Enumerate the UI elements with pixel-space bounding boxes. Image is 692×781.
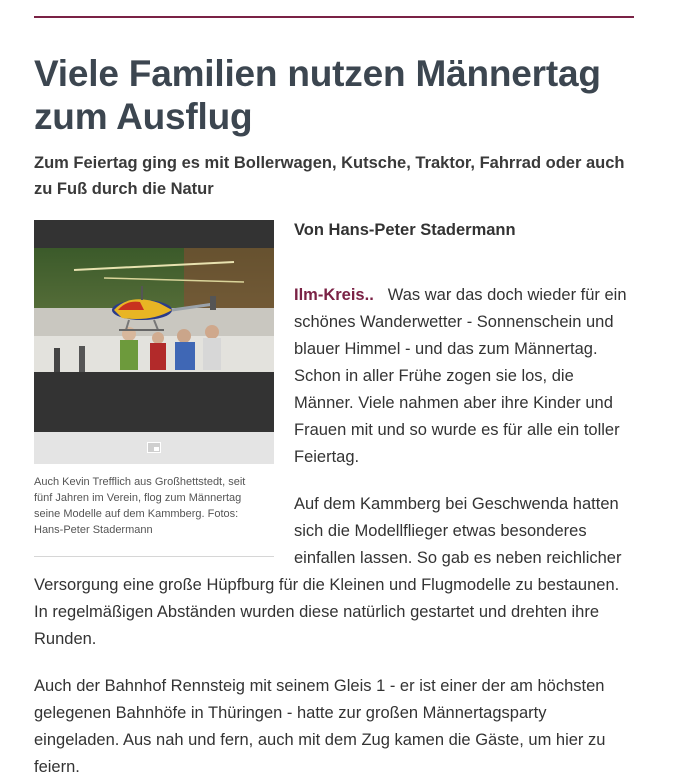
gallery-icon bbox=[147, 442, 161, 453]
dateline: Ilm-Kreis.. bbox=[294, 286, 374, 304]
headline: Viele Familien nutzen Männertag zum Ausflug bbox=[34, 53, 601, 137]
caption-divider bbox=[34, 556, 274, 557]
paragraph-3: Auch der Bahnhof Rennsteig mit seinem Gleis 1 - er ist einer der am höchsten gelegenen Bahnhöfe in Thüringen - hatte zur großen Männertagsparty eingeladen. Aus nah und fern, auch mit dem Zug kamen die Gäste, um hier zu feiern. bbox=[34, 677, 606, 776]
photo-image bbox=[34, 248, 274, 372]
byline: Von Hans-Peter Stadermann bbox=[294, 221, 516, 239]
gallery-button[interactable] bbox=[34, 432, 274, 464]
paragraph-1-text: Was war das doch wieder für ein schönes Wanderwetter - Sonnenschein und blauer Himmel - und das zum Männertag. Schon in aller Frühe zogen sie los, die Männer. Viele nahmen aber ihre Kinder und Frauen mit und so wurde es für alle ein toller Feiertag. bbox=[294, 286, 627, 466]
article-body bbox=[34, 220, 634, 781]
helicopter-photo[interactable] bbox=[34, 248, 274, 372]
article-figure bbox=[34, 220, 274, 557]
photo-caption: Auch Kevin Trefflich aus Großhettstedt, seit fünf Jahren im Verein, flog zum Männertag seine Modelle auf dem Kammberg. Fotos: Hans-Peter Stadermann bbox=[34, 476, 246, 536]
photo-container[interactable] bbox=[34, 220, 274, 432]
top-divider bbox=[34, 16, 634, 18]
article bbox=[34, 0, 634, 781]
subheadline: Zum Feiertag ging es mit Bollerwagen, Kutsche, Traktor, Fahrrad oder auch zu Fuß durch die Natur bbox=[34, 154, 625, 198]
paragraph-2: Auf dem Kammberg bei Geschwenda hatten sich die Modellflieger etwas besonderes einfallen lassen. So gab es neben reichlicher Versorgung eine große Hüpfburg für die Kleinen und Flugmodelle zu bestaunen. In regelmäßigen Abständen wurden diese natürlich gestartet und drehten ihre Runden. bbox=[34, 495, 622, 648]
